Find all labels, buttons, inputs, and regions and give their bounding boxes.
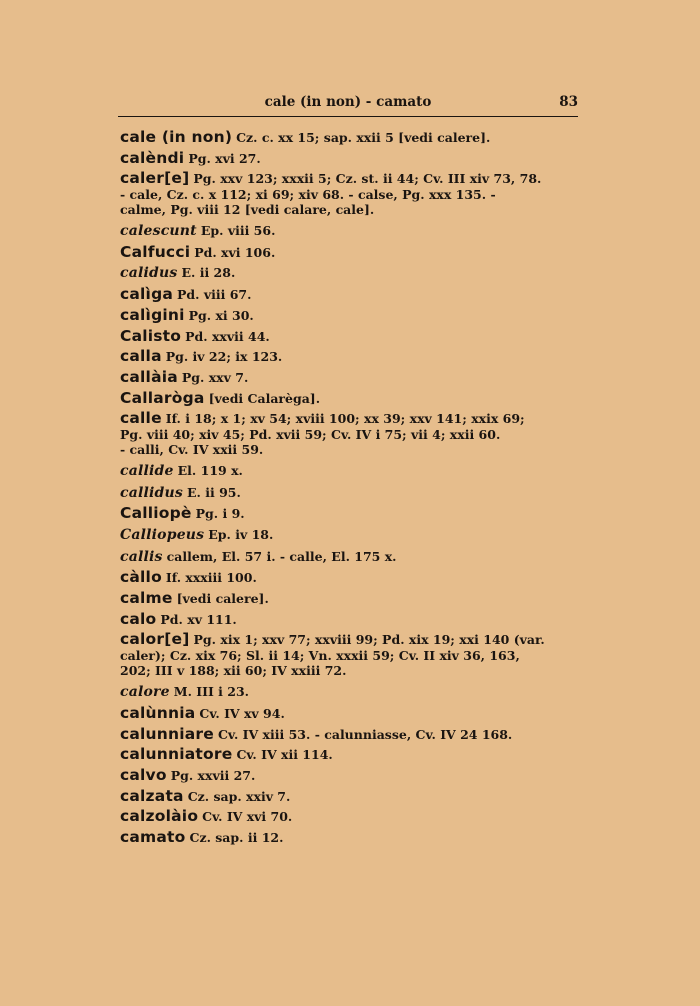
entry-headword: caler[e] [120,169,190,188]
entry-references: Pg. xxv 7. [181,369,249,385]
dictionary-entry [120,827,578,846]
dictionary-entry [120,287,578,303]
entry-references: Pg. iv 22; ix 123. [165,349,283,365]
dictionary-entry [120,326,578,345]
entry-headword: calor[e] [120,630,190,649]
entry-headword: calunniare [120,724,214,743]
entry-references: - cale, Cz. c. x 112; xi 69; xiv 68. - calse, Pg. xxx 135. - [120,186,496,202]
entry-references: Pg. i 9. [195,506,245,522]
entry-headword: calidus [120,265,178,282]
entry-headword: calìgini [120,305,185,324]
entry-headword: calzata [120,786,184,805]
entry-headword: calùnnia [120,703,196,722]
entry-headword: càllo [120,568,162,587]
entry-references: E. ii 95. [187,484,241,500]
entry-headword: Calliopeus [120,527,205,543]
dictionary-entry [120,506,578,522]
entry-headword: calme [120,589,173,608]
entry-headword: callàia [120,367,178,386]
dictionary-entry [120,485,578,502]
entry-references: caler); Cz. xix 76; Sl. ii 14; Vn. xxxii 59; Cv. II xiv 36, 163, [120,647,520,663]
dictionary-entry [120,684,578,701]
entry-references: 202; III v 188; xii 60; IV xxiii 72. [120,663,347,679]
page-number: 83 [559,94,578,110]
entry-headword: calescunt [120,223,197,240]
entry-references: Pg. xvi 27. [188,150,261,166]
entry-references: Pd. viii 67. [177,287,252,303]
entry-list [120,130,578,851]
dictionary-entry [120,349,578,365]
dictionary-entry [120,747,578,763]
dictionary-entry [120,724,578,743]
dictionary-entry [120,809,578,825]
dictionary-entry [120,463,578,480]
dictionary-entry [120,527,578,544]
entry-references: - calli, Cv. IV xxii 59. [120,442,264,458]
entry-references: El. 119 x. [177,462,243,478]
entry-references: [vedi Calarèga]. [208,390,321,406]
dictionary-entry [120,609,578,628]
entry-references: Pg. xxvii 27. [170,767,256,783]
entry-references: Pg. viii 40; xiv 45; Pd. xvii 59; Cv. IV i 75; vii 4; xxii 60. [120,426,501,442]
entry-headword: calèndi [120,148,185,167]
entry-references: Cz. sap. ii 12. [189,829,284,845]
entry-headword: callide [120,462,174,479]
entry-headword: calìga [120,285,174,304]
entry-references: Ep. viii 56. [200,223,276,239]
entry-headword: calle [120,409,162,428]
entry-references: Ep. iv 18. [208,527,274,542]
dictionary-entry [120,411,578,458]
entry-references: Cv. IV xv 94. [199,705,285,721]
dictionary-entry [120,765,578,784]
dictionary-entry [120,703,578,722]
entry-headword: callidus [120,484,184,501]
dictionary-entry [120,305,578,324]
entry-references: Pg. xi 30. [188,307,254,323]
dictionary-entry [120,570,578,586]
entry-headword: Calfucci [120,242,191,261]
entry-references: [vedi calere]. [176,591,269,607]
dictionary-entry [120,148,578,167]
dictionary-entry [120,367,578,386]
entry-references: Pd. xv 111. [160,611,237,627]
dictionary-entry [120,171,578,218]
entry-headword: Calisto [120,326,182,345]
dictionary-entry [120,242,578,261]
entry-references: Pg. xxv 123; xxxii 5; Cz. st. ii 44; Cv. III xiv 73, 78. [193,171,542,187]
entry-references: If. xxxiii 100. [165,570,257,586]
entry-references: Pd. xvi 106. [194,244,276,260]
entry-references: Cv. IV xvi 70. [202,809,293,825]
entry-headword: calvo [120,765,167,784]
entry-headword: Callaròga [120,388,205,407]
entry-references: M. III i 23. [173,684,250,700]
header-rule [118,116,578,117]
entry-references: Cz. sap. xxiv 7. [187,788,291,804]
entry-headword: cale (in non) [120,128,233,146]
entry-references: Cv. IV xiii 53. - calunniasse, Cv. IV 24 168. [217,726,513,742]
dictionary-entry [120,223,578,240]
entry-headword: calunniatore [120,745,233,764]
entry-references: Pg. xix 1; xxv 77; xxviii 99; Pd. xix 19; xxi 140 (var. [193,632,545,648]
entry-headword: calore [120,684,170,701]
dictionary-entry [120,130,578,146]
running-header [118,94,578,116]
entry-references: Cv. IV xii 114. [236,747,333,763]
entry-references: callem, El. 57 i. - calle, El. 175 x. [166,548,397,564]
dictionary-entry [120,591,578,607]
entry-references: Cz. c. xx 15; sap. xxii 5 [vedi calere]. [236,130,491,145]
entry-headword: calla [120,347,162,366]
entry-headword: callis [120,548,163,565]
header-title: cale (in non) - camato [264,94,432,110]
entry-headword: calzolàio [120,807,199,826]
entry-references: calme, Pg. viii 12 [vedi calare, cale]. [120,202,375,218]
dictionary-entry [120,265,578,282]
entry-headword: calo [120,609,157,628]
dictionary-entry [120,786,578,805]
dictionary-entry [120,388,578,407]
dictionary-entry [120,549,578,566]
entry-headword: Calliopè [120,504,192,523]
entry-references: E. ii 28. [181,265,236,281]
entry-references: If. i 18; x 1; xv 54; xviii 100; xx 39; xxv 141; xxix 69; [165,411,525,427]
entry-headword: camato [120,827,186,846]
entry-references: Pd. xxvii 44. [185,328,270,344]
dictionary-entry [120,632,578,679]
